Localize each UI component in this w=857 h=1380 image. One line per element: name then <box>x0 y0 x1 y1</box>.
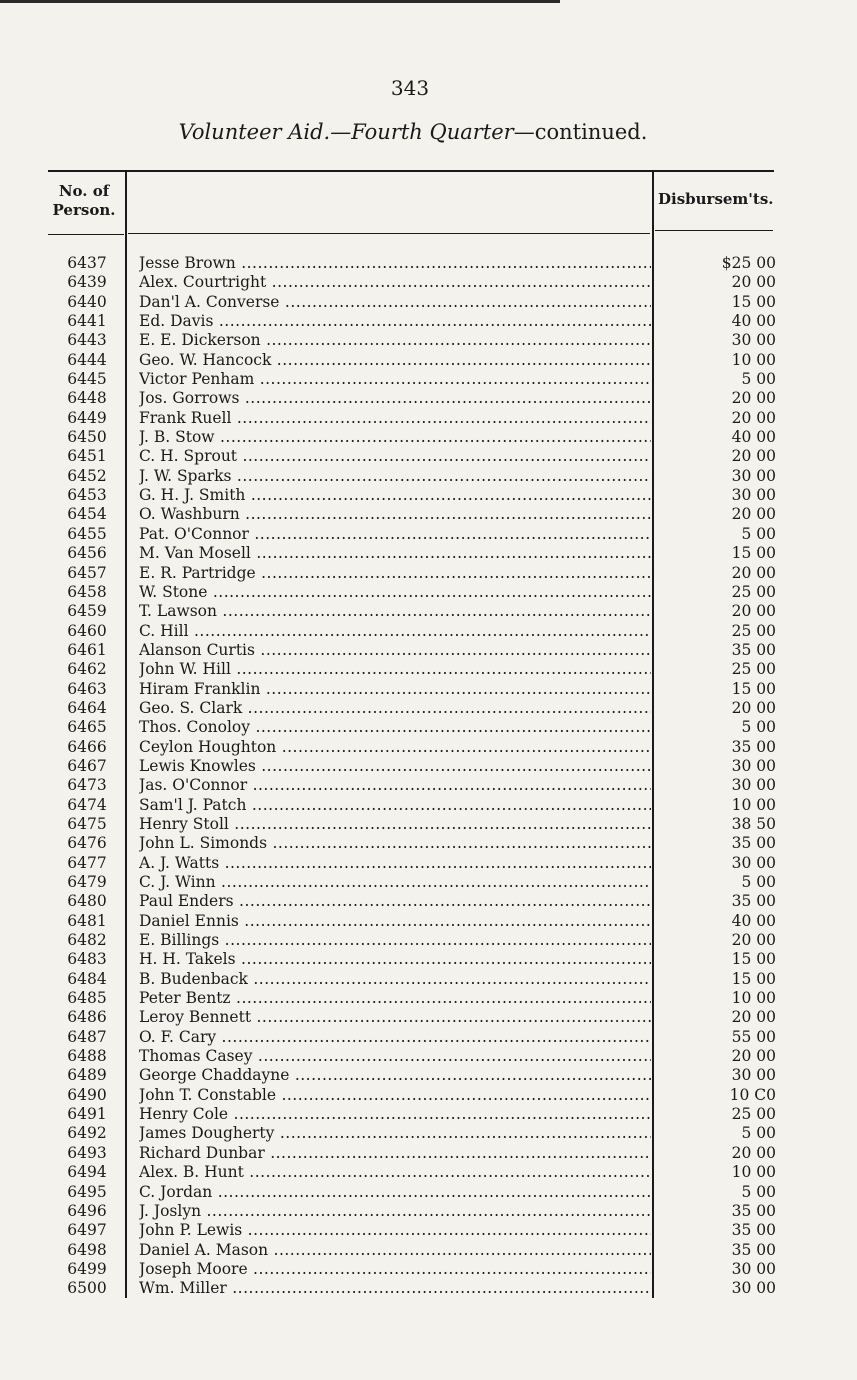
person-number: 6459 <box>67 602 107 621</box>
disbursement-amount: 20 00 <box>731 389 776 408</box>
disbursement-amount: 20 00 <box>731 505 776 524</box>
person-name: C. Jordan ..... <box>139 1183 651 1202</box>
title-italic-part-2: Quarter <box>429 120 514 144</box>
person-name: E. E. Dickerson ..... <box>139 331 651 350</box>
disbursement-amount: 30 00 <box>731 853 776 872</box>
disbursement-amount: 5 00 <box>741 370 776 389</box>
disbursement-amount: 30 00 <box>731 1066 776 1085</box>
disbursement-amount: 15 00 <box>731 969 776 988</box>
disbursement-amount: 30 00 <box>731 776 776 795</box>
table-row <box>0 467 857 486</box>
person-name: Ceylon Houghton ..... <box>139 738 651 757</box>
person-number: 6498 <box>67 1240 107 1259</box>
person-number: 6456 <box>67 544 107 563</box>
person-name: W. Stone ..... <box>139 583 651 602</box>
table-row <box>0 622 857 641</box>
person-number: 6449 <box>67 408 107 427</box>
person-name: H. H. Takels ..... <box>139 950 651 969</box>
table-row <box>0 796 857 815</box>
person-name: Henry Cole ..... <box>139 1105 651 1124</box>
disbursement-amount: 38 50 <box>731 814 776 833</box>
person-number: 6497 <box>67 1221 107 1240</box>
disbursement-amount: 10 00 <box>731 1163 776 1182</box>
disbursement-amount: 40 00 <box>731 428 776 447</box>
person-name: Leroy Bennett ..... <box>139 1008 651 1027</box>
table-row <box>0 1066 857 1085</box>
disbursement-amount: 5 00 <box>741 524 776 543</box>
person-name: Thos. Conoloy ..... <box>139 718 651 737</box>
disbursement-amount: 5 00 <box>741 873 776 891</box>
table-row <box>0 1124 857 1143</box>
table-row <box>0 776 857 795</box>
table-row <box>0 892 857 911</box>
table-row <box>0 1008 857 1027</box>
person-name: C. J. Winn ..... <box>139 873 651 892</box>
person-name: Paul Enders ..... <box>139 892 651 911</box>
table-row <box>0 1086 857 1105</box>
disbursement-amount: 30 00 <box>731 1259 776 1278</box>
table-row <box>0 370 857 389</box>
header-person-number-line-2: Person. <box>52 201 116 219</box>
disbursement-amount: 30 00 <box>731 486 776 505</box>
disbursement-amount: 20 00 <box>731 408 776 427</box>
disbursement-amount: 15 00 <box>731 292 776 311</box>
person-name: C. Hill ..... <box>139 622 651 641</box>
disbursement-amount: 10 C0 <box>729 1085 776 1104</box>
person-number: 6460 <box>67 621 107 640</box>
disbursement-amount: 35 00 <box>731 640 776 659</box>
disbursement-amount: 35 00 <box>731 892 776 911</box>
person-number: 6492 <box>67 1124 107 1143</box>
table-row <box>0 409 857 428</box>
person-number: 6466 <box>67 737 107 756</box>
table-row <box>0 912 857 931</box>
person-name: O. F. Cary ..... <box>139 1028 651 1047</box>
person-number: 6457 <box>67 563 107 582</box>
person-number: 6485 <box>67 989 107 1008</box>
title-italic-part-1: Volunteer Aid.—Fourth <box>178 120 423 144</box>
person-name: Hiram Franklin ..... <box>139 680 651 699</box>
table-row <box>0 544 857 563</box>
disbursement-amount: 35 00 <box>731 1221 776 1240</box>
person-name: E. R. Partridge ..... <box>139 564 651 583</box>
page-title <box>0 120 826 144</box>
person-number: 6448 <box>67 389 107 408</box>
header-person-number-line-1: No. of <box>58 182 110 200</box>
table-row <box>0 970 857 989</box>
person-name: B. Budenback ..... <box>139 970 651 989</box>
person-number: 6461 <box>67 640 107 659</box>
person-name: J. B. Stow ..... <box>139 428 651 447</box>
table-row <box>0 950 857 969</box>
person-number: 6465 <box>67 718 107 737</box>
person-name: Geo. W. Hancock ..... <box>139 351 651 370</box>
table-row <box>0 1163 857 1182</box>
table-row <box>0 1221 857 1240</box>
person-name: James Dougherty ..... <box>139 1124 651 1143</box>
person-number: 6487 <box>67 1027 107 1046</box>
person-number: 6452 <box>67 466 107 485</box>
person-name: G. H. J. Smith ..... <box>139 486 651 505</box>
disbursement-table <box>0 254 857 1299</box>
person-number: 6482 <box>67 931 107 950</box>
table-row <box>0 254 857 273</box>
person-number: 6467 <box>67 756 107 775</box>
disbursement-amount: 40 00 <box>731 911 776 930</box>
table-row <box>0 486 857 505</box>
person-name: Lewis Knowles ..... <box>139 757 651 776</box>
table-row <box>0 738 857 757</box>
person-name: Henry Stoll ..... <box>139 815 651 834</box>
person-number: 6439 <box>67 273 107 292</box>
person-number: 6474 <box>67 795 107 814</box>
table-row <box>0 1028 857 1047</box>
person-number: 6496 <box>67 1201 107 1220</box>
header-bottom-rule-middle <box>128 233 650 234</box>
disbursement-amount: 20 00 <box>731 602 776 621</box>
table-row <box>0 1047 857 1066</box>
person-number: 6481 <box>67 911 107 930</box>
header-bottom-rule-left <box>48 234 124 235</box>
page-top-edge <box>0 0 560 3</box>
person-name: Dan'l A. Converse ..... <box>139 293 651 312</box>
person-number: 6489 <box>67 1066 107 1085</box>
person-name: Geo. S. Clark ..... <box>139 699 651 718</box>
disbursement-amount: 15 00 <box>731 679 776 698</box>
table-row <box>0 989 857 1008</box>
table-row <box>0 1105 857 1124</box>
person-number: 6443 <box>67 331 107 350</box>
disbursement-amount: 30 00 <box>731 466 776 485</box>
person-number: 6486 <box>67 1008 107 1027</box>
disbursement-amount: 10 00 <box>731 795 776 814</box>
disbursement-amount: 35 00 <box>731 1201 776 1220</box>
person-number: 6490 <box>67 1085 107 1104</box>
disbursement-amount: 20 00 <box>731 447 776 466</box>
table-row <box>0 660 857 679</box>
table-row <box>0 873 857 892</box>
person-number: 6476 <box>67 834 107 853</box>
person-number: 6462 <box>67 660 107 679</box>
person-name: Thomas Casey ..... <box>139 1047 651 1066</box>
person-name: Daniel A. Mason ..... <box>139 1241 651 1260</box>
page-number: 343 <box>390 76 430 100</box>
table-row <box>0 447 857 466</box>
person-number: 6495 <box>67 1182 107 1201</box>
person-name: Peter Bentz ..... <box>139 989 651 1008</box>
table-row <box>0 293 857 312</box>
person-name: O. Washburn ..... <box>139 505 651 524</box>
table-row <box>0 931 857 950</box>
person-name: Joseph Moore ..... <box>139 1260 651 1279</box>
table-row <box>0 389 857 408</box>
table-row <box>0 834 857 853</box>
disbursement-amount: 20 00 <box>731 931 776 950</box>
person-name: Alex. Courtright ..... <box>139 273 651 292</box>
disbursement-amount: 30 00 <box>731 331 776 350</box>
person-number: 6454 <box>67 505 107 524</box>
person-name: J. W. Sparks ..... <box>139 467 651 486</box>
disbursement-amount: 20 00 <box>731 1143 776 1162</box>
table-row <box>0 757 857 776</box>
person-name: Wm. Miller ..... <box>139 1279 651 1298</box>
person-number: 6464 <box>67 698 107 717</box>
person-number: 6445 <box>67 370 107 389</box>
disbursement-amount: 25 00 <box>731 1105 776 1124</box>
person-name: Pat. O'Connor ..... <box>139 525 651 544</box>
person-name: C. H. Sprout ..... <box>139 447 651 466</box>
disbursement-amount: 15 00 <box>731 544 776 563</box>
person-number: 6488 <box>67 1047 107 1066</box>
person-name: Ed. Davis ..... <box>139 312 651 331</box>
disbursement-amount: 20 00 <box>731 1008 776 1027</box>
disbursement-amount: 30 00 <box>731 756 776 775</box>
person-name: Jos. Gorrows ..... <box>139 389 651 408</box>
header-disbursements: Disbursem'ts. <box>658 190 774 208</box>
table-row <box>0 351 857 370</box>
person-name: Frank Ruell ..... <box>139 409 651 428</box>
table-row <box>0 312 857 331</box>
person-number: 6494 <box>67 1163 107 1182</box>
person-number: 6451 <box>67 447 107 466</box>
table-row <box>0 525 857 544</box>
table-row <box>0 1241 857 1260</box>
person-number: 6453 <box>67 486 107 505</box>
person-name: A. J. Watts ..... <box>139 854 651 873</box>
table-row <box>0 1183 857 1202</box>
table-row <box>0 718 857 737</box>
person-name: T. Lawson ..... <box>139 602 651 621</box>
disbursement-amount: 5 00 <box>741 718 776 737</box>
person-name: Richard Dunbar ..... <box>139 1144 651 1163</box>
disbursement-amount: 20 00 <box>731 563 776 582</box>
person-number: 6499 <box>67 1259 107 1278</box>
person-name: George Chaddayne ..... <box>139 1066 651 1085</box>
table-row <box>0 602 857 621</box>
disbursement-amount: 10 00 <box>731 350 776 369</box>
header-bottom-rule-right <box>655 230 773 231</box>
person-number: 6480 <box>67 892 107 911</box>
disbursement-amount: 5 00 <box>741 1182 776 1201</box>
table-row <box>0 564 857 583</box>
person-name: John L. Simonds ..... <box>139 834 651 853</box>
table-row <box>0 641 857 660</box>
person-name: Jesse Brown ..... <box>139 254 651 273</box>
person-number: 6444 <box>67 350 107 369</box>
person-name: John W. Hill ..... <box>139 660 651 679</box>
disbursement-amount: 35 00 <box>731 1240 776 1259</box>
person-number: 6493 <box>67 1143 107 1162</box>
table-row <box>0 1279 857 1298</box>
person-name: Sam'l J. Patch ..... <box>139 796 651 815</box>
person-number: 6450 <box>67 428 107 447</box>
person-number: 6475 <box>67 814 107 833</box>
person-number: 6473 <box>67 776 107 795</box>
person-name: John P. Lewis ..... <box>139 1221 651 1240</box>
disbursement-amount: 25 00 <box>731 660 776 679</box>
disbursement-amount: 10 00 <box>731 989 776 1008</box>
person-number: 6500 <box>67 1279 107 1298</box>
disbursement-amount: 20 00 <box>731 273 776 292</box>
table-row <box>0 583 857 602</box>
person-name: Alanson Curtis ..... <box>139 641 651 660</box>
person-number: 6484 <box>67 969 107 988</box>
person-name: M. Van Mosell ..... <box>139 544 651 563</box>
person-number: 6479 <box>67 873 107 891</box>
disbursement-amount: 25 00 <box>731 582 776 601</box>
table-row <box>0 505 857 524</box>
person-number: 6491 <box>67 1105 107 1124</box>
disbursement-amount: 30 00 <box>731 1279 776 1298</box>
person-name: Victor Penham ..... <box>139 370 651 389</box>
person-number: 6437 <box>67 254 107 272</box>
person-name: Alex. B. Hunt ..... <box>139 1163 651 1182</box>
disbursement-amount: 40 00 <box>731 312 776 331</box>
person-name: John T. Constable ..... <box>139 1086 651 1105</box>
person-name: Jas. O'Connor ..... <box>139 776 651 795</box>
table-row <box>0 1260 857 1279</box>
disbursement-amount: 35 00 <box>731 834 776 853</box>
person-number: 6463 <box>67 679 107 698</box>
person-name: E. Billings ..... <box>139 931 651 950</box>
person-number: 6441 <box>67 312 107 331</box>
table-row <box>0 815 857 834</box>
disbursement-amount: 20 00 <box>731 1047 776 1066</box>
table-row <box>0 273 857 292</box>
table-row <box>0 331 857 350</box>
disbursement-amount: $25 00 <box>721 254 776 272</box>
table-row <box>0 699 857 718</box>
person-number: 6458 <box>67 582 107 601</box>
disbursement-amount: 55 00 <box>731 1027 776 1046</box>
person-number: 6483 <box>67 950 107 969</box>
disbursement-amount: 25 00 <box>731 621 776 640</box>
header-person-number <box>44 182 124 220</box>
person-number: 6455 <box>67 524 107 543</box>
table-row <box>0 680 857 699</box>
person-name: J. Joslyn ..... <box>139 1202 651 1221</box>
person-number: 6477 <box>67 853 107 872</box>
title-continued: —continued. <box>513 120 648 144</box>
table-row <box>0 1144 857 1163</box>
person-number: 6440 <box>67 292 107 311</box>
disbursement-amount: 35 00 <box>731 737 776 756</box>
table-row <box>0 428 857 447</box>
disbursement-amount: 20 00 <box>731 698 776 717</box>
disbursement-amount: 5 00 <box>741 1124 776 1143</box>
person-name: Daniel Ennis ..... <box>139 912 651 931</box>
table-row <box>0 854 857 873</box>
table-top-rule <box>48 170 774 172</box>
table-row <box>0 1202 857 1221</box>
disbursement-amount: 15 00 <box>731 950 776 969</box>
